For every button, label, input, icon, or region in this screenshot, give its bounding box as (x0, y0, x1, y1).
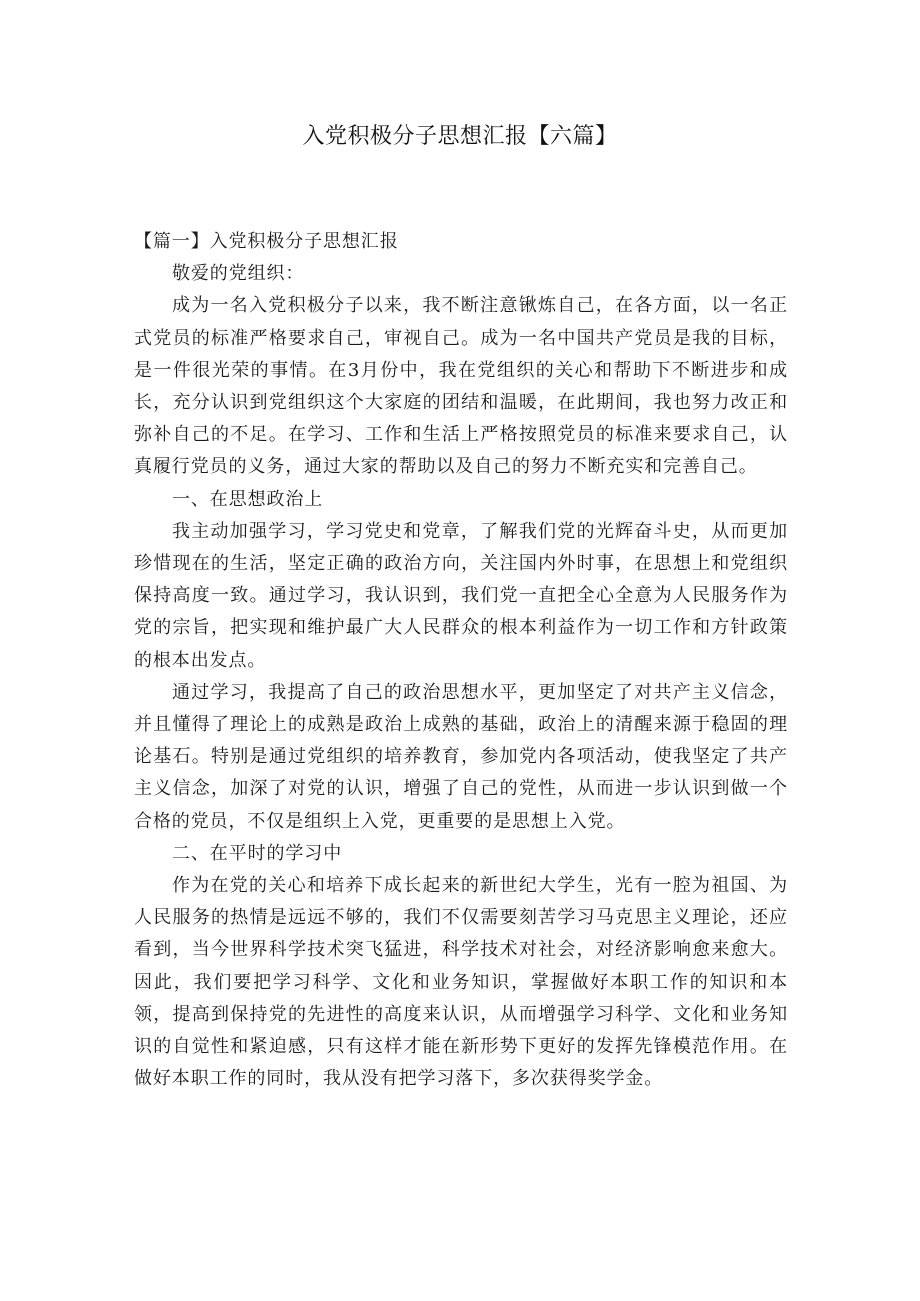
paragraph-political-thought: 通过学习，我提高了自己的政治思想水平，更加坚定了对共产主义信念，并且懂得了理论上的成熟是政治上成熟的基础，政治上的清醒来源于稳固的理论基石。特别是通过党组织的培养教育，参加党内各项活动，使我坚定了共产主义信念，加深了对党的认识，增强了自己的党性，从而进一步认识到做一个合格的党员，不仅是组织上入党，更重要的是思想上入党。 (134, 681, 788, 832)
paragraph-intro: 成为一名入党积极分子以来，我不断注意锹炼自己，在各方面，以一名正式党员的标准严格要求自己，审视自己。成为一名中国共产党员是我的目标，是一件很光荣的事情。在3月份中，我在党组织的关心和帮助下不断进步和成长，充分认识到党组织这个大家庭的团结和温暖，在此期间，我也努力改正和弥补自己的不足。在学习、工作和生活上严格按照党员的标准来要求自己，认真履行党员的义务，通过大家的帮助以及自己的努力不断充实和完善自己。 (134, 295, 788, 478)
paragraph-study-party-history: 我主动加强学习，学习党史和党章，了解我们党的光辉奋斗史，从而更加珍惜现在的生活，坚定正确的政治方向，关注国内外时事，在思想上和党组织保持高度一致。通过学习，我认识到，我们党一直把全心全意为人民服务作为党的宗旨，把实现和维护最广大人民群众的根本利益作为一切工作和方针政策的根本出发点。 (134, 520, 788, 671)
heading-ideology-politics: 一、在思想政治上 (172, 488, 324, 510)
heading-daily-study: 二、在平时的学习中 (172, 842, 343, 864)
document-body (134, 226, 788, 1095)
paragraph-science-study: 作为在党的关心和培养下成长起来的新世纪大学生，光有一腔为祖国、为人民服务的热情是远远不够的，我们不仅需要刻苦学习马克思主义理论，还应看到，当今世界科学技术突飞猛进，科学技术对社会，对经济影响愈来愈大。因此，我们要把学习科学、文化和业务知识，掌握做好本职工作的知识和本领，提高到保持党的先进性的高度来认识，从而增强学习科学、文化和业务知识的自觉性和紧迫感，只有这样才能在新形势下更好的发挥先锋模范作用。在做好本职工作的同时，我从没有把学习落下，多次获得奖学金。 (134, 875, 788, 1090)
document-title: 入党积极分子思想汇报【六篇】 (302, 124, 618, 149)
salutation: 敬爱的党组织： (172, 263, 305, 285)
section-label: 【篇一】入党积极分子思想汇报 (134, 231, 399, 252)
